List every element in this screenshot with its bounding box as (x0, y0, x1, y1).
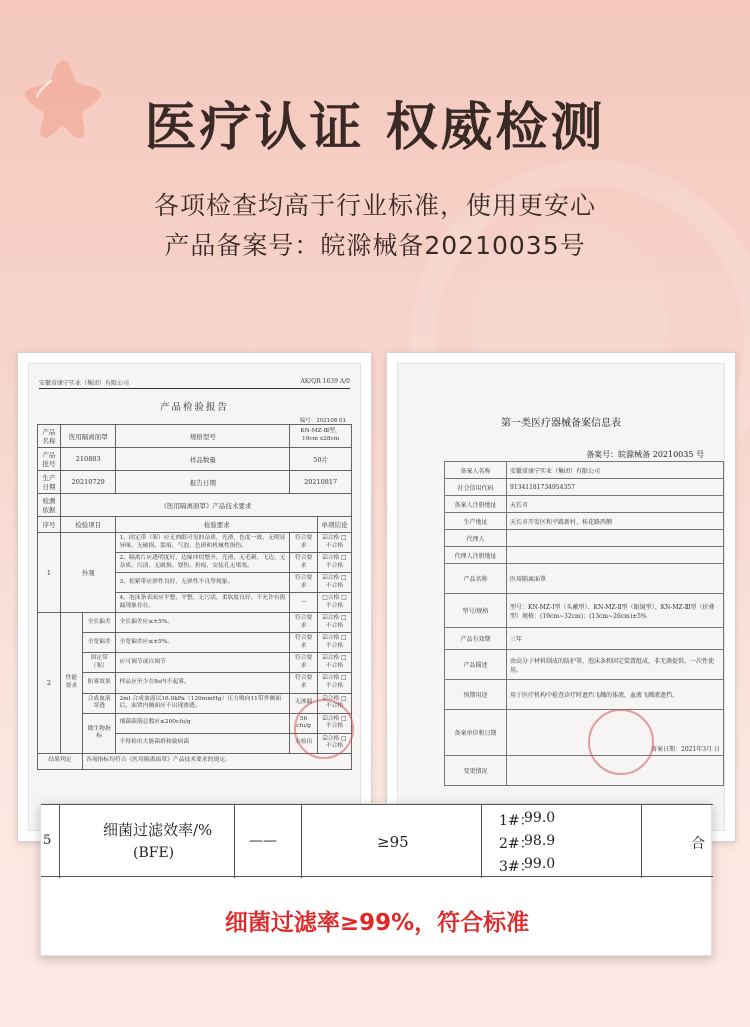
performance-label: 性能要求 (60, 613, 82, 753)
table-divider (301, 805, 302, 878)
page-subtitle: 各项检查均高于行业标准，使用更安心 (153, 191, 596, 220)
table-divider (641, 805, 642, 878)
table-row (445, 756, 724, 786)
registration-value: 用于医疗机构中检查诊疗时遮挡飞溅的体液，血液飞溅液遮挡。 (507, 680, 724, 710)
sample-1-value: 99.0 (524, 810, 556, 826)
table-row (445, 710, 724, 756)
item-result: 符合要求 (290, 553, 318, 573)
item-conclusion: □合格 □不合格 (317, 593, 351, 613)
report-key: 生产日期 (38, 471, 61, 494)
table-row (445, 530, 724, 547)
item-conclusion: ☑合格 □不合格 (317, 673, 351, 693)
column-header: 序号 (38, 517, 61, 533)
table-row (38, 448, 352, 471)
item-conclusion: ☑合格 □不合格 (317, 533, 351, 553)
item-requirement: 全长偏差应≤±5%。 (116, 613, 290, 633)
item-result: 符合要求 (290, 673, 318, 693)
item-requirement: 不得检出大肠菌群和致病菌 (116, 733, 290, 753)
item-name: 防雾效果 (82, 673, 116, 693)
table-row (445, 564, 724, 594)
table-row (445, 547, 724, 564)
table-row (445, 680, 724, 710)
registration-key: 产品有效期 (445, 628, 507, 650)
report-key: 产品名称 (38, 425, 61, 448)
item-result: 符合要求 (290, 613, 318, 633)
registration-key: 备案人注册地址 (445, 496, 507, 513)
item-name: 微生物指标 (82, 713, 116, 753)
registration-value: 天长市 (507, 496, 724, 513)
page-title: 医疗认证 权威检测 (144, 98, 606, 158)
report-value: 210803 (60, 448, 116, 471)
report-doc-code: AK/QR 1639 A/0 (300, 378, 350, 385)
red-stamp-icon (588, 709, 654, 775)
item-result: 符合要求 (290, 653, 318, 673)
item-conclusion: ☑合格 □不合格 (317, 693, 351, 713)
registration-key: 社会信用代码 (445, 479, 507, 496)
registration-key: 备案单位和日期 (445, 710, 507, 756)
table-row (38, 673, 352, 693)
column-header: 检验要求 (116, 517, 318, 533)
sample-2-label: 2#： (499, 836, 534, 852)
registration-value: 91341181734954357 (507, 479, 724, 496)
table-row (445, 479, 724, 496)
report-title: 产品检验报告 (159, 402, 229, 413)
item-name: 固定带（架） (82, 653, 116, 673)
conclusion-text: 各项指标均符合《医用隔离面罩》产品技术要求的规定。 (82, 753, 351, 769)
report-key: 产品批号 (38, 448, 61, 471)
registration-key: 代理人注册地址 (445, 547, 507, 564)
item-requirement: 应可调节或自调节 (116, 653, 290, 673)
bfe-highlight-text: 细菌过滤率≥99%，符合标准 (224, 910, 530, 936)
item-conclusion: ☑合格 □不合格 (317, 633, 351, 653)
registration-value (507, 530, 724, 547)
report-value: 20210817 (290, 471, 352, 494)
table-divider (481, 805, 482, 878)
report-value: KN-MZ-Ⅲ型，19cm x28cm (290, 425, 352, 448)
table-row (445, 496, 724, 513)
registration-value: 备案日期：2021年3月 日 (507, 710, 724, 756)
registration-value: 医用隔离面罩 (507, 564, 724, 594)
red-stamp-icon (294, 699, 354, 759)
item-conclusion: ☑合格 □不合格 (317, 553, 351, 573)
sample-1-label: 1#： (499, 813, 534, 829)
bfe-item-abbr: (BFE) (133, 845, 175, 861)
item-conclusion: ☑合格 □不合格 (317, 653, 351, 673)
registration-value: 安徽省康宁实业（集团）有限公司 (507, 462, 724, 479)
registration-value (507, 547, 724, 564)
report-key: 报告日期 (116, 471, 290, 494)
registration-key: 生产地址 (445, 513, 507, 530)
table-row (445, 462, 724, 479)
table-row (445, 628, 724, 650)
item-result: 56 cfu/g (290, 713, 318, 733)
registration-value: 三年 (507, 628, 724, 650)
item-requirement: 2ml 合成血液以16.0kPa（120mmHg）压力喷向11带外侧面后，面罩内侧面应不出现渗透。 (116, 693, 290, 713)
registration-key: 变更情况 (445, 756, 507, 786)
item-name: 外观 (60, 533, 116, 613)
report-value: 医用隔离面罩 (60, 425, 116, 448)
report-value: 50片 (290, 448, 352, 471)
registration-value: 由高分子材料制成的防护罩，泡沫条和固定装置组成，非无菌提供，一次性使用。 (507, 650, 724, 680)
registration-title: 第一类医疗器械备案信息表 (501, 418, 621, 429)
column-header: 检验项目 (60, 517, 116, 533)
table-row (38, 494, 352, 517)
item-requirement: 细菌菌落总数应≤200cfu/g (116, 713, 290, 733)
table-row (38, 613, 352, 633)
filing-number-line: 产品备案号：皖滁械备20210035号 (164, 231, 586, 260)
item-requirement: 1、固定带（架）应无肉眼可见的杂质，光滑，色度一致，无明显异味，无破损、裂痕、气泡、色斑和机械性损伤。 (116, 533, 290, 553)
table-row (38, 533, 352, 553)
item-number: 2 (38, 613, 61, 753)
registration-form-paper (397, 363, 725, 831)
report-key: 检测依据 (38, 494, 61, 517)
table-row (38, 653, 352, 673)
item-result: 符合要求 (290, 633, 318, 653)
report-key: 样品数量 (116, 448, 290, 471)
item-result: 无渗漏 (290, 693, 318, 713)
table-row (38, 425, 352, 448)
sample-2-value: 98.9 (524, 833, 556, 849)
bfe-table-row (41, 804, 713, 877)
item-requirement: 全宽偏差应≤±5%。 (116, 633, 290, 653)
registration-key: 产品名称 (445, 564, 507, 594)
registration-key: 代理人 (445, 530, 507, 547)
item-conclusion: ☑合格 □不合格 (317, 713, 351, 733)
item-conclusion: ☑合格 □不合格 (317, 573, 351, 593)
registration-key: 预期用途 (445, 680, 507, 710)
report-header-rule (39, 388, 350, 389)
item-name: 全宽偏差 (82, 633, 116, 653)
item-requirement: 样品应至少在8s内不起雾。 (116, 673, 290, 693)
table-row (445, 594, 724, 628)
item-name: 合成血液穿透 (82, 693, 116, 713)
item-result: 未检出 (290, 733, 318, 753)
registration-value: 天长市开发区和平路新村、桂花路西侧 (507, 513, 724, 530)
item-result: 符合要求 (290, 533, 318, 553)
report-company: 安徽省康宁实业（集团）有限公司 (39, 380, 130, 387)
table-row (38, 633, 352, 653)
item-requirement: 2、隔离片应透明度好，边缘冲切整齐、光滑、无毛刺、飞边、无杂质、污渍、无破损、划伤、折痕，安装孔无堵塞。 (116, 553, 290, 573)
registration-filing-number: 备案号：皖滁械备 20210035 号 (586, 450, 704, 459)
sample-3-label: 3#： (499, 859, 534, 875)
item-result: — (290, 593, 318, 613)
item-requirement: 3、松紧带应弹性良好，无弹性不良等现象。 (116, 573, 290, 593)
report-key: 规格型号 (116, 425, 290, 448)
registration-key: 产品描述 (445, 650, 507, 680)
item-requirement: 4、泡沫条表面应平整，平整，无污渍，柔软度良好，不允许有拔漏现象存在。 (116, 593, 290, 613)
registration-form-frame (386, 352, 736, 842)
report-header (39, 378, 350, 387)
item-result: 符合要求 (290, 573, 318, 593)
conclusion-label: 结果判定 (38, 753, 83, 769)
table-divider (59, 805, 60, 878)
sample-3-value: 99.0 (524, 856, 556, 872)
table-row (38, 517, 352, 533)
item-name: 全长偏差 (82, 613, 116, 633)
registration-key: 备案人名称 (445, 462, 507, 479)
column-header: 单项结论 (317, 517, 351, 533)
table-row (445, 513, 724, 530)
inspection-report-frame (17, 352, 372, 842)
registration-table (444, 461, 724, 786)
registration-value: 型号：KN-MZ-Ⅰ型（头戴型）、KN-MZ-Ⅱ型（眼镜型）、KN-MZ-Ⅲ型（折叠型）规格：(19cm~32cm)；(13cm~26cm)±5% (507, 594, 724, 628)
bfe-highlight-strip (40, 803, 712, 956)
report-value: 20210729 (60, 471, 116, 494)
item-conclusion: ☑合格 □不合格 (317, 613, 351, 633)
report-value: 《医用隔离面罩》产品技术要求 (60, 494, 351, 517)
table-divider (234, 805, 235, 878)
inspection-report-paper (28, 363, 361, 831)
table-row (38, 753, 352, 769)
report-number: 编号：202108 01 (299, 418, 346, 424)
row-number: 5 (43, 833, 52, 848)
verdict-char: 合 (691, 836, 705, 852)
bfe-item-name: 细菌过滤效率/% (103, 821, 213, 839)
item-number: 1 (38, 533, 61, 613)
empty-dash: —— (249, 833, 277, 849)
item-conclusion: ☑合格 □不合格 (317, 733, 351, 753)
standard-value: ≥95 (377, 833, 409, 851)
registration-key: 型号/规格 (445, 594, 507, 628)
table-row (445, 650, 724, 680)
table-row (38, 471, 352, 494)
